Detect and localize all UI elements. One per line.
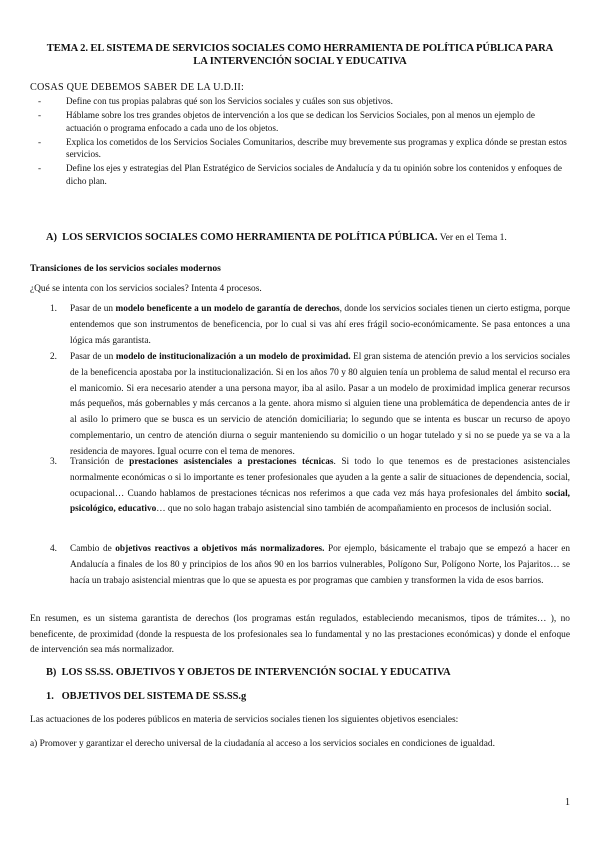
item-text-pre: Pasar de un [70, 352, 116, 362]
section-b-title: LOS SS.SS. OBJETIVOS Y OBJETOS DE INTERVENCIÓN SOCIAL Y EDUCATIVA [61, 667, 451, 678]
objectives-list [30, 95, 570, 189]
item-text-post: El gran sistema de atención previo a los servicios sociales de la beneficencia apostaba por la institucionalización. Si en los años 70 y 80 alguien tenía un problema de salud mental el recurso era el manicomio. Si era necesario atender a una persona mayor, iba al asilo. Pasar a un modelo de proximidad implica generar recursos más pequeños, más gobernables y más cercanos a la gente. ahora mismo si alguien tiene una problemática de dependencia antes de ir al asilo lo primero que se busca es un servicio de atención domiciliaria; lo segundo que se intenta es buscar un recurso de apoyo complementario, un centro de atención diurna o seguir manteniendo su domicilio o un hogar tutelado y si no se puede ya se va a la residencia de mayores. Igual ocurre con el tema de menores. [70, 352, 570, 457]
item-text-pre: Cambio de [70, 544, 116, 554]
subsection-1-label: 1. [46, 691, 54, 702]
item-text-bold: modelo de institucionalización a un modelo de proximidad. [115, 352, 351, 362]
section-a-tail: Ver en el Tema 1. [437, 232, 507, 243]
section-b-label: B) [46, 667, 57, 678]
objective-a-paragraph: a) Promover y garantizar el derecho universal de la ciudadanía al acceso a los servicios sociales en condiciones de igualdad. [30, 739, 495, 749]
document-title [30, 42, 570, 68]
item-text-bold: objetivos reactivos a objetivos más normalizadores. [115, 544, 325, 554]
item-number: 4. [50, 544, 57, 554]
question-text: ¿Qué se intenta con los servicios sociales? Intenta 4 procesos. [30, 284, 262, 294]
numbered-item-1 [30, 302, 570, 349]
item-text-bold: prestaciones asistenciales a prestaciones técnicas [129, 457, 334, 467]
item-number: 3. [50, 457, 57, 467]
subsection-1-title: OBJETIVOS DEL SISTEMA DE SS.SS.g [61, 691, 247, 702]
item-text-post: , donde los servicios sociales tienen un cierto estigma, porque entendemos que son instrumentos de beneficencia, por lo cual si vas ahí eres frágil socio-económicamente. Se pasa entonces a una lógica más garantista. [70, 304, 571, 346]
list-item: - Define con tus propias palabras qué son los Servicios sociales y cuáles son sus objetivos. [30, 95, 570, 108]
cosas-heading: COSAS QUE DEBEMOS SABER DE LA U.D.II: [30, 82, 244, 93]
list-item: - Explica los cometidos de los Servicios Sociales Comunitarios, describe muy brevemente sus programas y explica dónde se prestan estos servicios. [30, 136, 570, 161]
item-text-post-2: … que no solo hagan trabajo asistencial sino también de acompañamiento en procesos de inclusión social. [156, 504, 552, 515]
subsection-1-heading [46, 690, 570, 704]
section-a-title: LOS SERVICIOS SOCIALES COMO HERRAMIENTA DE POLÍTICA PÚBLICA. [62, 232, 438, 243]
numbered-item-2 [30, 350, 570, 461]
list-item: - Háblame sobre los tres grandes objetos de intervención a los que se dedican los Servicios Sociales, pon al menos un ejemplo de actuación o programa enfocado a cada uno de los objetos. [30, 109, 570, 134]
title-line-1: TEMA 2. EL SISTEMA DE SERVICIOS SOCIALES COMO HERRAMIENTA DE POLÍTICA PÚBLICA PARA [46, 43, 554, 54]
item-number: 2. [50, 352, 57, 362]
numbered-item-3 [30, 455, 570, 518]
item-text-post: . Si todo lo que tenemos es de prestaciones asistenciales normalmente económicas o si lo importante es tener profesionales que ayuden a la gente a salir de situaciones de dependencia, social, ocupacional… Cuando hablamos de prestaciones técnicas nos referimos a que cada vez más haya profesionales del ámbito [70, 457, 570, 499]
list-item: - Define los ejes y estrategias del Plan Estratégico de Servicios sociales de Andalucía y da tu opinión sobre los contenidos y enfoques de dicho plan. [30, 162, 570, 187]
item-text-bold: modelo beneficente a un modelo de garantía de derechos [115, 304, 340, 314]
transitions-subheading: Transiciones de los servicios sociales modernos [30, 263, 221, 274]
item-number: 1. [50, 304, 57, 314]
numbered-item-4 [30, 542, 570, 589]
summary-paragraph: En resumen, es un sistema garantista de derechos (los programas están regulados, estableciendo mecanismos, tipos de trámites… ), no beneficente, de proximidad (donde la respuesta de los profesionales sea lo fundamental y no las prestaciones económicas) y donde el enfoque de intervención sea más normalizador. [30, 614, 570, 656]
item-text-pre: Pasar de un [70, 304, 116, 314]
item-text-pre: Transición de [70, 457, 130, 467]
item-text-bold-2: social, psicológico, educativo [70, 488, 570, 515]
title-line-2: LA INTERVENCIÓN SOCIAL Y EDUCATIVA [193, 56, 407, 67]
section-a-label: A) [46, 232, 57, 243]
page-number: 1 [565, 797, 570, 808]
item-text-post: Por ejemplo, básicamente el trabajo que se empezó a hacer en Andalucía a finales de los 80 y principios de los años 90 en los barrios vulnerables, Polígono Sur, Polígono Norte, los Pajaritos… se hacía un trabajo asistencial mientras que lo que se apuesta es por programas que cambien y transformen la vida de esos barrios. [70, 544, 570, 586]
section-b-heading [46, 666, 570, 680]
section-a-heading [46, 231, 570, 245]
actuaciones-paragraph: Las actuaciones de los poderes públicos en materia de servicios sociales tienen los siguientes objetivos esenciales: [30, 715, 459, 725]
